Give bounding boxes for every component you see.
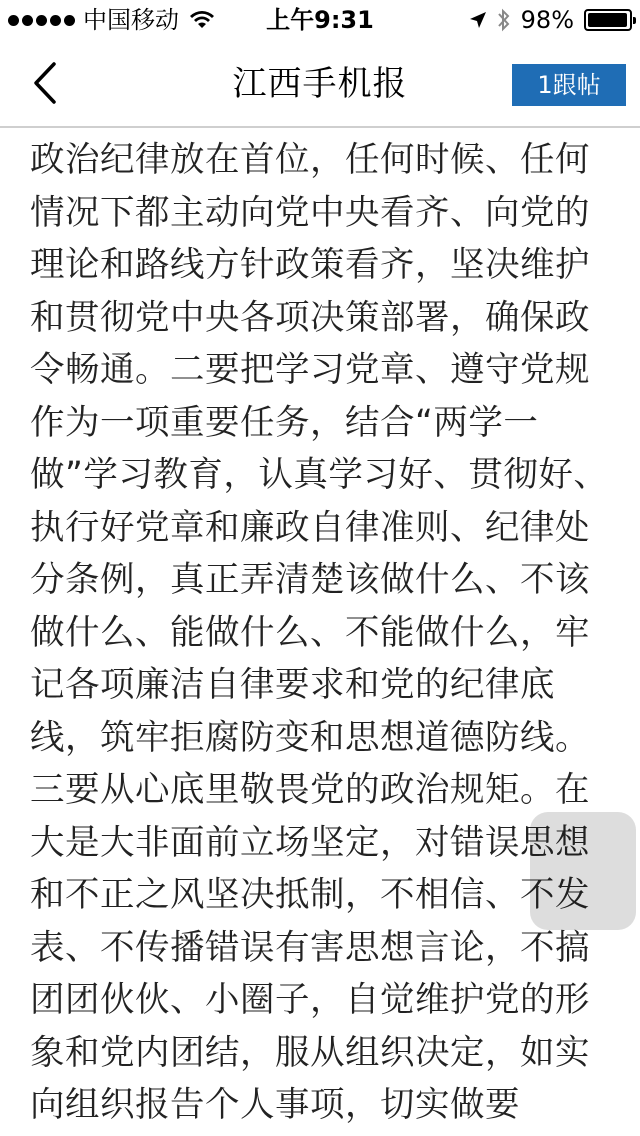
bluetooth-icon [497, 8, 511, 32]
battery-fill [588, 13, 627, 27]
location-arrow-icon [469, 11, 487, 29]
status-bar [0, 0, 640, 40]
navigation-bar [0, 40, 640, 128]
comments-button[interactable]: 1跟帖 [512, 64, 626, 106]
article-text: 政治纪律放在首位，任何时候、任何情况下都主动向党中央看齐、向党的理论和路线方针政策看齐，坚决维护和贯彻党中央各项决策部署，确保政令畅通。二要把学习党章、遵守党规作为一项重要任务，结合“两学一做”学习教育，认真学习好、贯彻好、执行好党章和廉政自律准则、纪律处分条例，真正弄清楚该做什么、不该做什么、能做什么、不能做什么，牢记各项廉洁自律要求和党的纪律底线，筑牢拒腐防变和思想道德防线。三要从心底里敬畏党的政治规矩。在大是大非面前立场坚定，对错误思想和不正之风坚决抵制，不相信、不发表、不传播错误有害思想言论，不搞团团伙伙、小圈子，自觉维护党的形象和党内团结，服从组织决定，如实向组织报告个人事项，切实做要 [30, 140, 609, 1125]
battery-icon [584, 9, 632, 31]
page-title: 江西手机报 [232, 64, 408, 104]
status-right [469, 0, 632, 40]
battery-percent: 98% [520, 6, 574, 34]
assistive-touch-button[interactable] [530, 812, 636, 930]
carrier-name: 中国移动 [83, 6, 179, 34]
status-time: 上午9:31 [266, 6, 374, 34]
article-body [30, 134, 620, 1136]
